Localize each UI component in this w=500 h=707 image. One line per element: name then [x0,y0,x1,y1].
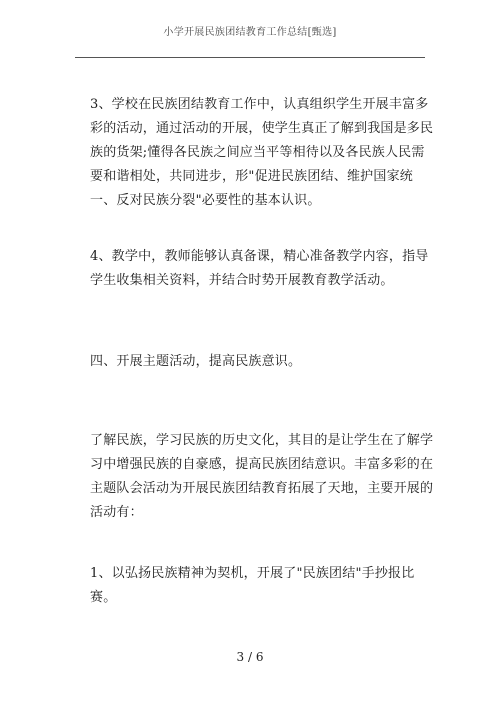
header-divider [75,57,425,58]
page-number: 3 / 6 [236,650,264,664]
paragraph-intro: 了解民族，学习民族的历史文化，其目的是让学生在了解学习中增强民族的自豪感，提高民族团结意识。丰富多彩的在主题队会活动为开展民族团结教育拓展了天地，主要开展的活动有： [90,433,434,520]
section-heading-4: 四、开展主题活动，提高民族意识。 [90,354,302,369]
paragraph-activity-1: 1、以弘扬民族精神为契机，开展了"民族团结"手抄报比赛。 [90,566,415,605]
paragraph-item-4: 4、教学中，教师能够认真备课，精心准备教学内容，指导学生收集相关资料，并结合时势开展教育教学活动。 [90,249,429,288]
paragraph-item-3: 3、学校在民族团结教育工作中，认真组织学生开展丰富多彩的活动，通过活动的开展，使学生真正了解到我国是多民族的货架;懂得各民族之间应当平等相待以及各民族人民需要和谐相处，共同进步，形"促进民族团结、维护国家统一、反对民族分裂"必要性的基本认识。 [90,97,434,208]
page-header-title: 小学开展民族团结教育工作总结[甄选] [163,27,337,38]
